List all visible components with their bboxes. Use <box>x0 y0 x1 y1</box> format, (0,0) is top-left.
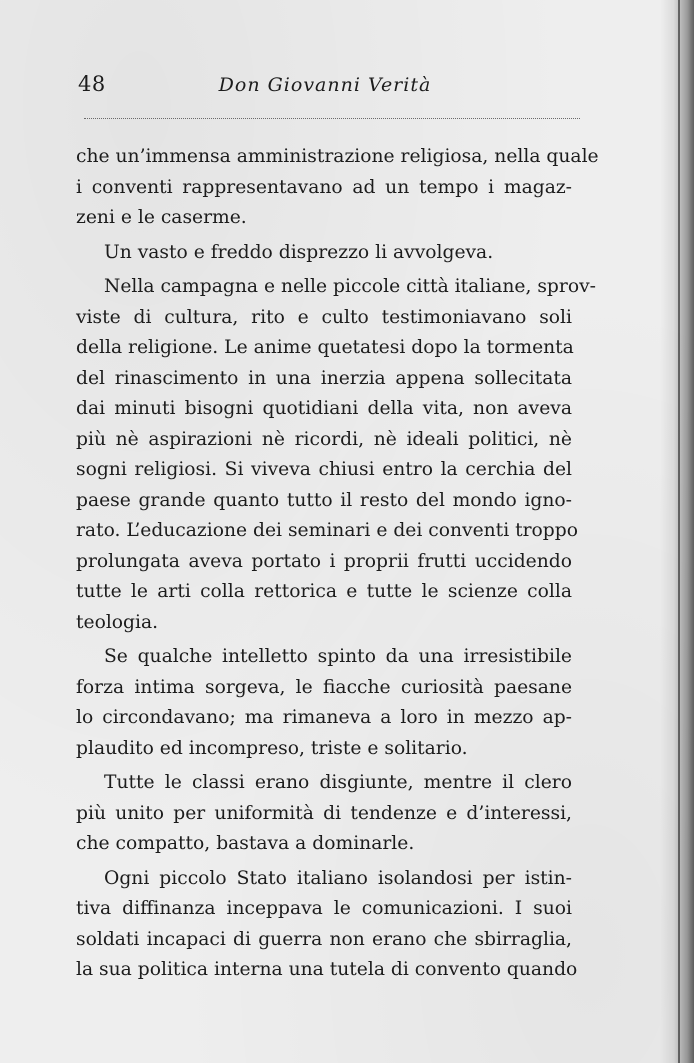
text-line: sogni religiosi. Si viveva chiusi entro la cerchia del <box>76 459 572 480</box>
text-line: lo circondavano; ma rimaneva a loro in mezzo ap- <box>76 707 572 728</box>
text-line: paese grande quanto tutto il resto del mondo igno- <box>76 489 572 511</box>
text-line: dai minuti bisogni quotidiani della vita, non aveva <box>76 398 572 419</box>
text-line: della religione. Le anime quetatesi dopo la tormenta <box>76 337 574 358</box>
body-text <box>76 142 599 986</box>
text-line: del rinascimento in una inerzia appena sollecitata <box>76 367 572 389</box>
running-head <box>78 66 572 106</box>
text-line: rato. L’educazione dei seminari e dei conventi troppo <box>76 520 578 541</box>
text-line: Nella campagna e nelle piccole città italiane, sprov- <box>104 276 596 297</box>
binding-shadow <box>660 0 694 1063</box>
text-line: plaudito ed incompreso, triste e solitario. <box>76 737 468 759</box>
text-line: più nè aspirazioni nè ricordi, nè ideali politici, nè <box>76 428 572 450</box>
text-line: più unito per uniformità di tendenze e d’interessi, <box>76 802 572 824</box>
text-line: soldati incapaci di guerra non erano che sbirraglia, <box>76 928 572 950</box>
header-rule <box>84 118 580 119</box>
text-line: Un vasto e freddo disprezzo li avvolgeva. <box>104 241 494 263</box>
text-line: che compatto, bastava a dominarle. <box>76 833 415 854</box>
text-line: viste di cultura, rito e culto testimoniavano soli <box>76 306 572 328</box>
text-line: tiva diffinanza inceppava le comunicazioni. I suoi <box>76 898 572 919</box>
text-line: Tutte le classi erano disgiunte, mentre il clero <box>104 772 572 793</box>
text-line: Ogni piccolo Stato italiano isolandosi per istin- <box>104 867 572 889</box>
text-line: forza intima sorgeva, le fiacche curiosità paesane <box>76 676 572 698</box>
running-title: Don Giovanni Verità <box>218 74 432 96</box>
text-line: zeni e le caserme. <box>76 207 247 228</box>
text-line: i conventi rappresentavano ad un tempo i magaz- <box>76 176 572 198</box>
page-number: 48 <box>78 72 106 96</box>
text-line: che un’immensa amministrazione religiosa, nella quale <box>76 146 599 167</box>
text-line: la sua politica interna una tutela di convento quando <box>76 959 578 980</box>
text-line: tutte le arti colla rettorica e tutte le scienze colla <box>76 581 572 602</box>
text-line: teologia. <box>76 611 159 633</box>
text-line: Se qualche intelletto spinto da una irresistibile <box>104 646 572 667</box>
binding-edge <box>678 0 680 1063</box>
text-line: prolungata aveva portato i proprii frutti uccidendo <box>76 550 572 572</box>
